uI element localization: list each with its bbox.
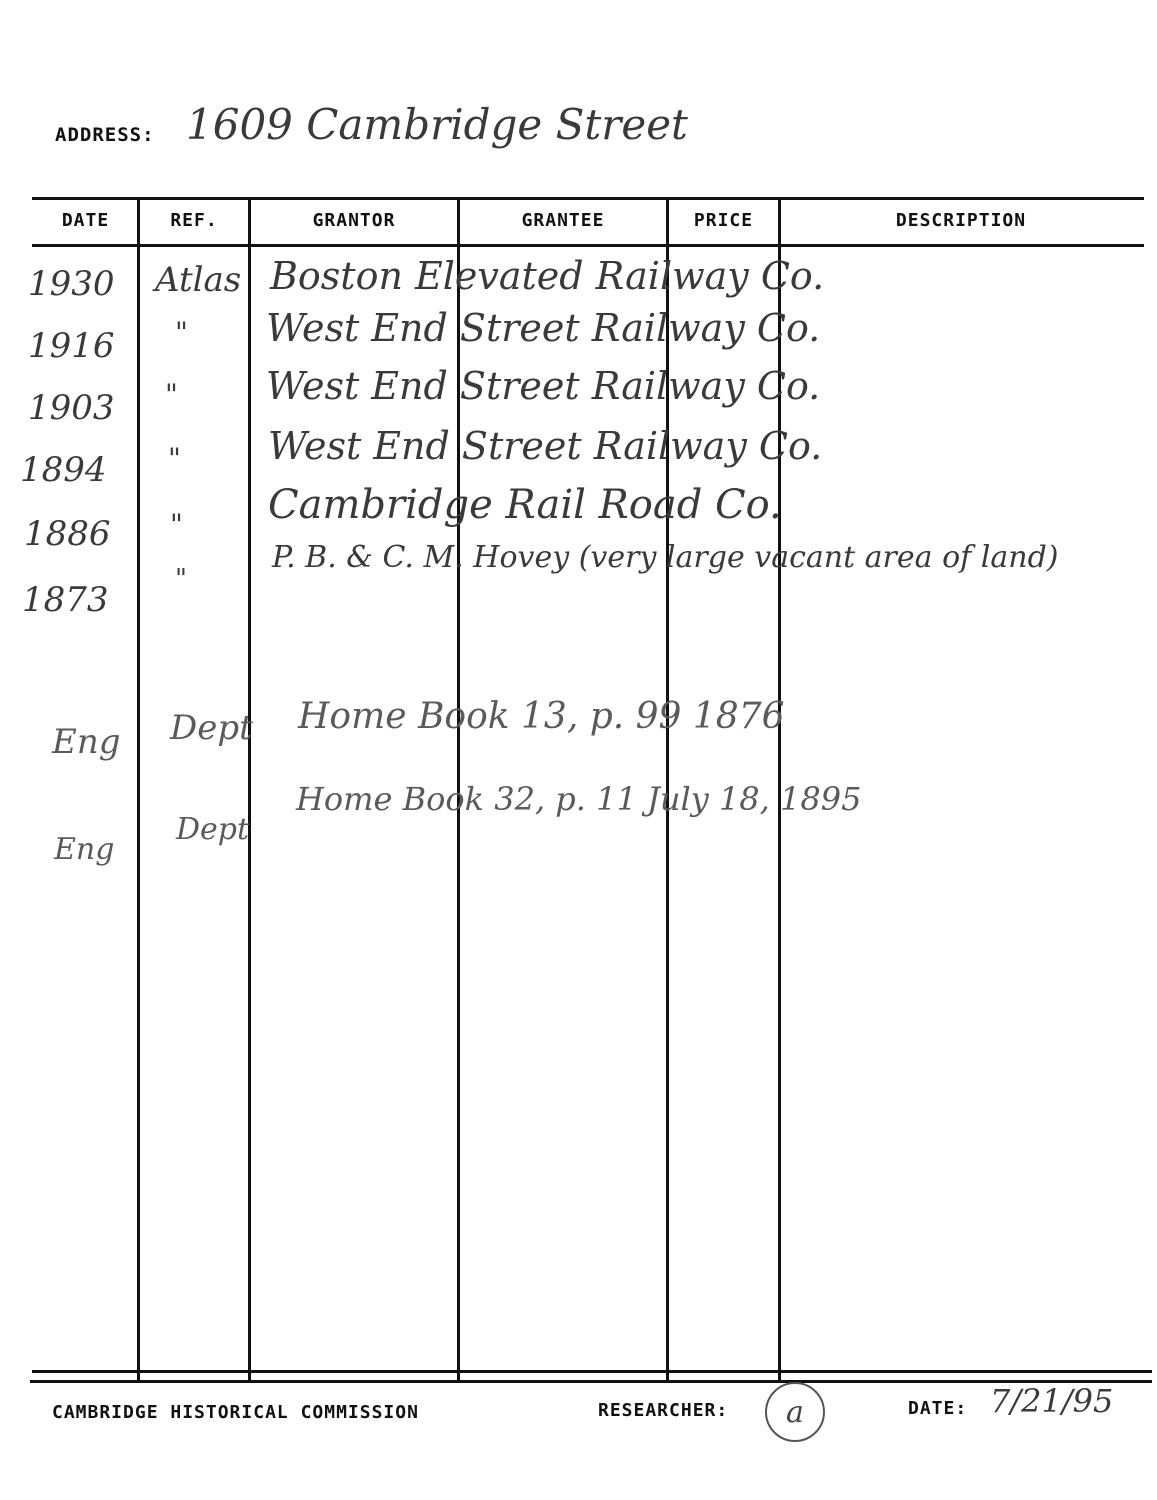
table-top-rule <box>32 197 1144 200</box>
column-divider-2 <box>248 199 251 1380</box>
date-value: 7/21/95 <box>990 1382 1114 1420</box>
row-date: 1916 <box>28 326 115 366</box>
col-header-grantee: GRANTEE <box>521 210 605 231</box>
row-date: 1903 <box>28 388 115 428</box>
col-header-date: DATE <box>61 210 110 231</box>
researcher-initial: a <box>786 1394 804 1430</box>
organization-name: CAMBRIDGE HISTORICAL COMMISSION <box>52 1402 419 1423</box>
col-header-price: PRICE <box>693 210 754 231</box>
row-date: 1886 <box>24 514 111 554</box>
row-ref: Atlas <box>155 260 242 300</box>
col-header-ref: REF. <box>170 210 218 231</box>
row-date: 1894 <box>20 450 107 490</box>
address-value: 1609 Cambridge Street <box>186 100 688 149</box>
row-entry: P. B. & C. M. Hovey (very large vacant area of land) <box>272 540 1059 575</box>
col-header-grantor: GRANTOR <box>312 210 396 231</box>
note-text: Home Book 13, p. 99 1876 <box>298 696 785 737</box>
date-label: DATE: <box>908 1398 968 1419</box>
row-entry: West End Street Railway Co. <box>268 424 823 468</box>
researcher-initial-circle <box>765 1382 825 1442</box>
column-divider-1 <box>137 199 140 1380</box>
row-ref: " <box>175 316 188 349</box>
row-entry: West End Street Railway Co. <box>266 364 821 408</box>
note-col1: Eng <box>54 832 115 867</box>
researcher-label: RESEARCHER: <box>598 1400 729 1421</box>
row-ref: " <box>168 442 181 475</box>
note-col1: Eng <box>52 722 121 762</box>
row-ref: " <box>170 508 183 541</box>
row-ref: " <box>175 564 187 594</box>
row-entry: Boston Elevated Railway Co. <box>270 254 825 298</box>
row-entry: Cambridge Rail Road Co. <box>268 482 782 528</box>
address-label: ADDRESS: <box>55 124 155 146</box>
table-header-rule <box>32 244 1144 247</box>
col-header-description: DESCRIPTION <box>895 210 1027 231</box>
table-bottom-rule <box>32 1370 1152 1373</box>
note-col2: Dept <box>170 708 253 748</box>
row-ref: " <box>165 378 178 411</box>
footer-rule <box>30 1380 1152 1383</box>
row-date: 1930 <box>28 264 115 304</box>
row-entry: West End Street Railway Co. <box>266 306 821 350</box>
note-col2: Dept <box>176 812 250 847</box>
row-date: 1873 <box>22 580 109 620</box>
note-text: Home Book 32, p. 11 July 18, 1895 <box>296 780 862 818</box>
